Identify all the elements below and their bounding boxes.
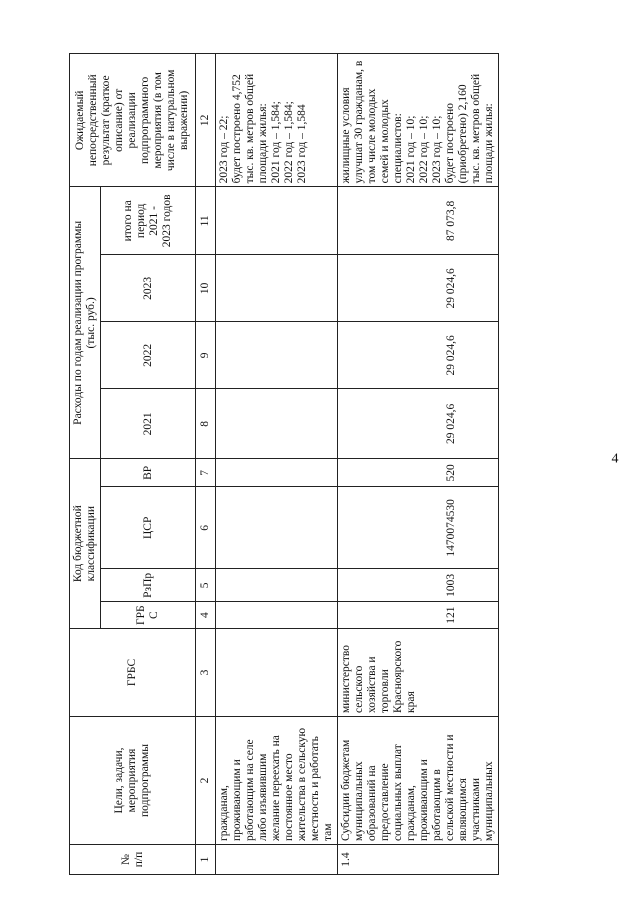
header-grbs-code (101, 602, 196, 629)
col-number: 10 (196, 255, 216, 322)
cell-total (338, 187, 499, 255)
cell-grbs-code (216, 602, 338, 629)
header-2023-label: 2023 (141, 276, 154, 300)
col-number: 4 (196, 602, 216, 629)
header-budget-code (70, 459, 101, 629)
rzpr-value: 1003 (445, 573, 457, 597)
header-total (101, 187, 196, 255)
col-number: 9 (196, 322, 216, 389)
col-number: 6 (196, 487, 216, 569)
program-table (69, 53, 499, 875)
header-vr (101, 459, 196, 487)
column-numbers-row (196, 54, 216, 875)
col-number: 2 (196, 717, 216, 845)
cell-result: 2023 год – 22; будет построено 4,752 тыс. кв. метров общей площади жилья: 2021 год – 1,584; 2022 год – 1,584; 2023 год – 1,584 (216, 54, 338, 187)
header-result-label: Ожидаемый непосредственный результат (краткое описание) от реализации подпрограммного мероприятия (в том числе в натуральном выражении) (74, 69, 190, 172)
header-budget-code-label: Код бюджетной классификации (72, 505, 97, 583)
total-value: 87 073,8 (445, 200, 457, 241)
header-2022 (101, 322, 196, 389)
vr-value: 520 (445, 464, 457, 482)
col-number: 1 (196, 845, 216, 875)
cell-num (216, 845, 338, 875)
col-number: 5 (196, 569, 216, 602)
page-number: 4 (611, 451, 619, 467)
header-num-label: № п/п (119, 851, 145, 868)
cell-vr (216, 459, 338, 487)
header-2021 (101, 389, 196, 459)
cell-grbs (216, 629, 338, 717)
header-costs (70, 187, 101, 459)
cell-csr (338, 487, 499, 569)
header-name-label: Цели, задачи, мероприятия подпрограммы (113, 744, 151, 817)
cell-rzpr (216, 569, 338, 602)
grbs-code-value: 121 (445, 606, 457, 624)
cell-name: Субсидии бюджетам муниципальных образований на предоставление социальных выплат гражданам, проживающим и работающим в сельской местности и являющимся участниками муниципальных (338, 717, 499, 845)
cell-total (216, 187, 338, 255)
table-row (338, 54, 499, 875)
header-csr (101, 487, 196, 569)
header-vr-label: ВР (141, 465, 154, 480)
y2021-value: 29 024,6 (445, 403, 457, 444)
header-2023 (101, 255, 196, 322)
cell-grbs: министерство сельского хозяйства и торговли Красноярского края (338, 629, 499, 717)
cell-2023 (216, 255, 338, 322)
header-rzpr-label: РзПр (141, 572, 154, 598)
cell-grbs-code (338, 602, 499, 629)
csr-value: 1470074530 (445, 499, 457, 557)
header-grbs-label: ГРБС (126, 658, 138, 687)
cell-rzpr (338, 569, 499, 602)
col-number: 12 (196, 54, 216, 187)
header-2021-label: 2021 (141, 412, 154, 436)
header-name (70, 717, 196, 845)
cell-2021 (338, 389, 499, 459)
header-csr-label: ЦСР (141, 516, 154, 540)
y2022-value: 29 024,6 (445, 335, 457, 376)
cell-2023 (338, 255, 499, 322)
header-num (70, 845, 196, 875)
header-grbs-code-label: ГРБ С (135, 605, 160, 625)
col-number: 11 (196, 187, 216, 255)
header-rzpr (101, 569, 196, 602)
col-number: 7 (196, 459, 216, 487)
cell-num: 1.4 (338, 845, 499, 875)
header-2022-label: 2022 (141, 343, 154, 367)
header-grbs (70, 629, 196, 717)
cell-2021 (216, 389, 338, 459)
cell-2022 (216, 322, 338, 389)
y2023-value: 29 024,6 (445, 268, 457, 309)
col-number: 3 (196, 629, 216, 717)
cell-vr (338, 459, 499, 487)
table-row (216, 54, 338, 875)
cell-2022 (338, 322, 499, 389)
cell-name: гражданам, проживающим и работающим на селе либо изъявившим желание переехать на постоянное место жительства в сельскую местность и работать там (216, 717, 338, 845)
cell-result: жилищные условия улучшат 30 гражданам, в том числе молодых семей и молодых специалистов: 2021 год – 10; 2022 год – 10; 2023 год – 10; будет построено (приобретено) 2,160 тыс. кв. метров общей площади жилья: (338, 54, 499, 187)
header-costs-label: Расходы по годам реализации программы (тыс. руб.) (72, 220, 97, 425)
header-total-label: итого на период 2021 - 2023 годов (122, 194, 173, 248)
col-number: 8 (196, 389, 216, 459)
cell-csr (216, 487, 338, 569)
header-result (70, 54, 196, 187)
